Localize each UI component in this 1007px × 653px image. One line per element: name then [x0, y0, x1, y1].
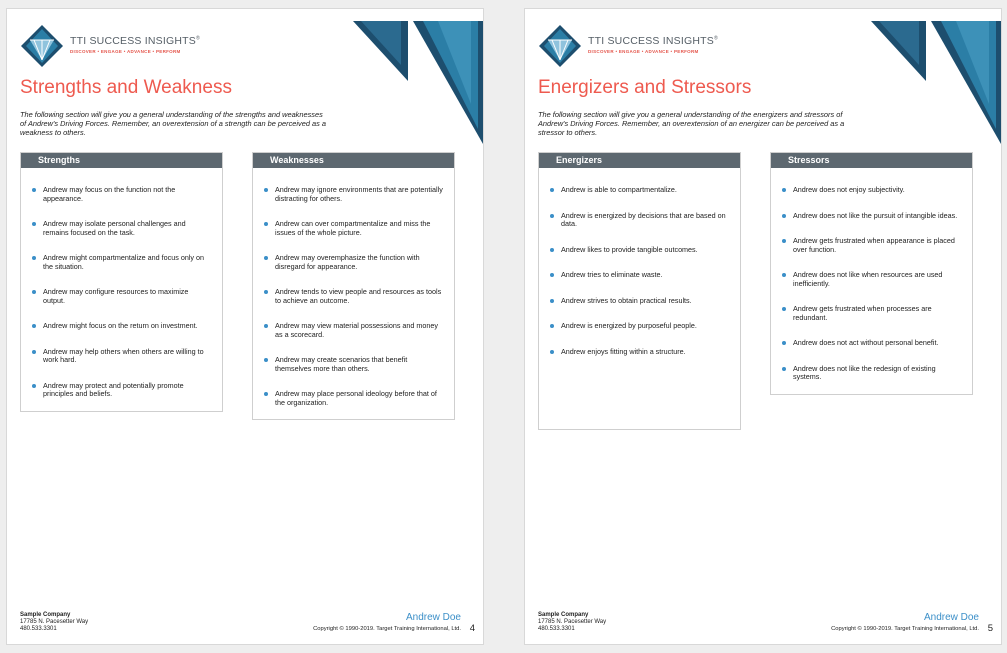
list-item: Andrew does not act without personal benefit. — [781, 339, 962, 348]
list-item: Andrew strives to obtain practical results. — [549, 297, 730, 306]
weaknesses-heading: Weaknesses — [253, 153, 454, 168]
list-item: Andrew does not like the redesign of existing systems. — [781, 365, 962, 382]
bullet-icon — [550, 299, 554, 303]
report-page-5 — [524, 8, 1002, 645]
list-item: Andrew enjoys fitting within a structure. — [549, 348, 730, 357]
bullet-icon — [264, 290, 268, 294]
list-item: Andrew tries to eliminate waste. — [549, 271, 730, 280]
bullet-icon — [32, 290, 36, 294]
bullet-icon — [550, 350, 554, 354]
bullet-icon — [32, 350, 36, 354]
list-item: Andrew may isolate personal challenges and remains focused on the task. — [31, 220, 212, 237]
company-address: 17785 N. Pacesetter Way — [538, 619, 607, 625]
brand-name: TTI SUCCESS INSIGHTS® — [588, 35, 718, 47]
corner-decoration — [353, 9, 483, 149]
company-info — [538, 612, 606, 633]
bullet-icon — [782, 307, 786, 311]
list-item: Andrew may help others when others are willing to work hard. — [31, 348, 212, 365]
bullet-icon — [264, 188, 268, 192]
strengths-panel — [20, 152, 223, 412]
stressors-heading: Stressors — [771, 153, 972, 168]
bullet-icon — [782, 273, 786, 277]
list-item: Andrew can over compartmentalize and miss the issues of the whole picture. — [263, 220, 444, 237]
list-item: Andrew is able to compartmentalize. — [549, 186, 730, 195]
bullet-icon — [550, 248, 554, 252]
tti-logo — [538, 24, 728, 72]
copyright-text: Copyright © 1990-2019. Target Training International, Ltd. — [313, 626, 461, 632]
bullet-icon — [32, 324, 36, 328]
bullet-icon — [32, 256, 36, 260]
diamond-logo-icon — [20, 24, 64, 68]
list-item: Andrew does not like when resources are used inefficiently. — [781, 271, 962, 288]
list-item: Andrew might compartmentalize and focus only on the situation. — [31, 254, 212, 271]
company-name: Sample Company — [20, 612, 71, 618]
company-name: Sample Company — [538, 612, 589, 618]
list-item: Andrew may protect and potentially promote principles and beliefs. — [31, 382, 212, 399]
bullet-icon — [782, 367, 786, 371]
page-title: Energizers and Stressors — [538, 77, 752, 98]
list-item: Andrew may configure resources to maximize output. — [31, 288, 212, 305]
brand-name: TTI SUCCESS INSIGHTS® — [70, 35, 200, 47]
list-item: Andrew may view material possessions and money as a scorecard. — [263, 322, 444, 339]
diamond-logo-icon — [538, 24, 582, 68]
list-item: Andrew may overemphasize the function with disregard for appearance. — [263, 254, 444, 271]
list-item: Andrew may focus on the function not the appearance. — [31, 186, 212, 203]
bullet-icon — [264, 358, 268, 362]
respondent-name: Andrew Doe — [923, 612, 979, 623]
bullet-icon — [782, 188, 786, 192]
brand-tagline: DISCOVER • ENGAGE • ADVANCE • PERFORM — [70, 49, 181, 54]
weaknesses-list — [253, 168, 454, 419]
list-item: Andrew may create scenarios that benefit themselves more than others. — [263, 356, 444, 373]
page-number: 4 — [469, 623, 475, 634]
tti-logo — [20, 24, 210, 72]
page-number: 5 — [987, 623, 993, 634]
strengths-list — [21, 168, 222, 411]
energizers-heading: Energizers — [539, 153, 740, 168]
intro-text: The following section will give you a general understanding of the energizers and stressors of Andrew's Driving Forces. Remember, an overextension of an energizer can be perceived as a stressor to others. — [538, 110, 845, 137]
energizers-list — [539, 168, 740, 368]
list-item: Andrew may ignore environments that are potentially distracting for others. — [263, 186, 444, 203]
list-item: Andrew does not enjoy subjectivity. — [781, 186, 962, 195]
bullet-icon — [264, 222, 268, 226]
list-item: Andrew is energized by purposeful people. — [549, 322, 730, 331]
bullet-icon — [32, 384, 36, 388]
company-address: 17785 N. Pacesetter Way — [20, 619, 89, 625]
bullet-icon — [782, 341, 786, 345]
bullet-icon — [264, 324, 268, 328]
stressors-panel — [770, 152, 973, 395]
list-item: Andrew likes to provide tangible outcomes. — [549, 246, 730, 255]
list-item: Andrew does not like the pursuit of intangible ideas. — [781, 212, 962, 221]
strengths-heading: Strengths — [21, 153, 222, 168]
list-item: Andrew may place personal ideology before that of the organization. — [263, 390, 444, 407]
bullet-icon — [550, 273, 554, 277]
page-title: Strengths and Weakness — [20, 77, 232, 98]
stressors-list — [771, 168, 972, 394]
energizers-panel — [538, 152, 741, 430]
bullet-icon — [782, 214, 786, 218]
bullet-icon — [264, 392, 268, 396]
corner-decoration — [871, 9, 1001, 149]
list-item: Andrew is energized by decisions that are based on data. — [549, 212, 730, 229]
bullet-icon — [550, 188, 554, 192]
bullet-icon — [264, 256, 268, 260]
bullet-icon — [32, 222, 36, 226]
report-page-4 — [6, 8, 484, 645]
list-item: Andrew gets frustrated when processes are redundant. — [781, 305, 962, 322]
bullet-icon — [32, 188, 36, 192]
brand-tagline: DISCOVER • ENGAGE • ADVANCE • PERFORM — [588, 49, 699, 54]
company-phone: 480.533.3301 — [20, 626, 57, 632]
weaknesses-panel — [252, 152, 455, 420]
company-phone: 480.533.3301 — [538, 626, 575, 632]
bullet-icon — [550, 214, 554, 218]
copyright-text: Copyright © 1990-2019. Target Training International, Ltd. — [831, 626, 979, 632]
intro-text: The following section will give you a general understanding of the strengths and weaknesses of Andrew's Driving Forces. Remember, an overextension of a strength can be perceived as a weakness to others. — [20, 110, 326, 137]
list-item: Andrew gets frustrated when appearance is placed over function. — [781, 237, 962, 254]
bullet-icon — [782, 239, 786, 243]
list-item: Andrew might focus on the return on investment. — [31, 322, 212, 331]
respondent-name: Andrew Doe — [405, 612, 461, 623]
bullet-icon — [550, 324, 554, 328]
company-info — [20, 612, 88, 633]
list-item: Andrew tends to view people and resources as tools to achieve an outcome. — [263, 288, 444, 305]
